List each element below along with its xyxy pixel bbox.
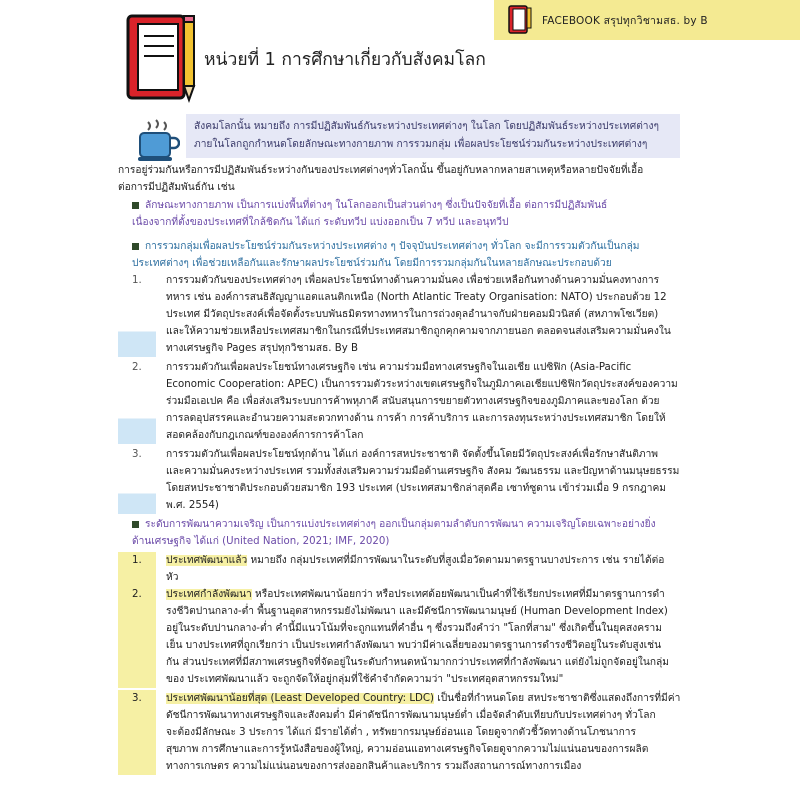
- item-line: ดัชนีการพัฒนาทางเศรษฐกิจและสังคมต่ำ มีค่าดัชนีการพัฒนามนุษย์ต่ำ เมื่อจัดลำดับเทียบกับประเทศต่างๆ ทั่วโลก: [166, 710, 656, 721]
- item-line: ทางเศรษฐกิจ Pages สรุปทุกวิชามสธ. By B: [166, 343, 359, 354]
- bullet-line: ลักษณะทางกายภาพ เป็นการแบ่งพื้นที่ต่างๆ ในโลกออกเป็นส่วนต่างๆ ซึ่งเป็นปัจจัยที่เอื้อ ต่อการมีปฏิสัมพันธ์: [145, 200, 608, 211]
- mini-book-icon: [508, 5, 532, 35]
- item-line: จะต้องมีลักษณะ 3 ประการ ได้แก่ มีรายได้ต่ำ , ทรัพยากรมนุษย์อ่อนแอ โดยดูจากตัวชี้วัดทางด้านโภชนาการ: [166, 727, 636, 738]
- item-line: หรือประเทศพัฒนาน้อยกว่า หรือประเทศด้อยพัฒนาเป็นคำที่ใช้เรียกประเทศที่มีมาตรฐานการดำ: [251, 589, 665, 600]
- item-line: สอดคล้องกับกฎเกณฑ์ขององค์การการค้าโลก: [166, 430, 364, 441]
- bullet-development: [118, 516, 686, 550]
- item-number: 3.: [118, 690, 156, 775]
- item-line: พ.ศ. 2554): [166, 500, 219, 511]
- development-item-1: [118, 552, 686, 586]
- square-bullet-icon: [132, 521, 139, 528]
- item-line: กัน ส่วนประเทศที่มีสภาพเศรษฐกิจที่จัดอยู่ในระดับกำหนดหน้ามากกว่าประเทศที่กำลังพัฒนา แต่ยังไม่ถูกจัดอยู่ในกลุ่ม: [166, 657, 669, 668]
- paragraph-line-1: การอยู่ร่วมกันหรือการมีปฏิสัมพันธ์ระหว่างกันของประเทศต่างๆทั่วโลกนั้น ขึ้นอยู่กับหลากหลายสาเหตุหรือหลายปัจจัยที่เอื้อ: [118, 165, 644, 176]
- item-line: หัว: [166, 572, 179, 583]
- coffee-cup-icon: [134, 118, 180, 164]
- item-line: การรวมตัวกันเพื่อผลประโยชน์ทางเศรษฐกิจ เช่น ความร่วมมือทางเศรษฐกิจในเอเชีย แปซิฟิก (Asia-Pacific: [166, 362, 632, 373]
- book-logo-icon: [124, 14, 202, 106]
- item-line: และให้ความช่วยเหลือประเทศสมาชิกในกรณีที่ประเทศสมาชิกถูกคุกคามจากภายนอก ตลอดจนส่งเสริมความมั่นคงใน: [166, 326, 671, 337]
- bullet-line: ระดับการพัฒนาความเจริญ เป็นการแบ่งประเทศต่างๆ ออกเป็นกลุ่มตามลำดับการพัฒนา ความเจริญโดยเฉพาะอย่างยิ่ง: [145, 519, 656, 530]
- item-line: เย็น บางประเทศที่ถูกเรียกว่า เป็นประเทศกำลังพัฒนา พบว่ามีค่าเฉลี่ยของมาตรฐานการดำรงชีวิตอยู่ในระดับสูงเช่น: [166, 640, 662, 651]
- item-line: หมายถึง กลุ่มประเทศที่มีการพัฒนาในระดับที่สูงเมื่อวัดตามมาตรฐานบางประการ เช่น รายได้ต่อ: [247, 555, 665, 566]
- bullet-physical: [118, 197, 686, 231]
- bullet-line: ด้านเศรษฐกิจ ได้แก่ (United Nation, 2021; IMF, 2020): [132, 536, 390, 547]
- item-number: 1.: [118, 552, 156, 586]
- item-line: ประเทศ มีวัตถุประสงค์เพื่อจัดตั้งระบบพันธมิตรทางทหารในการถ่วงดุลอำนาจกับฝ่ายคอมมิวนิสต์ (สหภาพโซเวียต): [166, 309, 659, 320]
- group-item-3: [118, 446, 686, 514]
- paragraph-line-2: ต่อการมีปฏิสัมพันธ์กัน เช่น: [118, 182, 235, 193]
- square-bullet-icon: [132, 243, 139, 250]
- item-line: เป็นชื่อที่กำหนดโดย สหประชาชาติซึ่งแสดงถึงการที่มีค่า: [433, 693, 681, 704]
- item-line: ทางการเกษตร ความไม่แน่นอนของการส่งออกสินค้าและบริการ รวมถึงสถานการณ์ทางการเมือง: [166, 761, 582, 772]
- bullet-line: เนื่องจากที่ตั้งของประเทศที่ใกล้ชิดกัน ได้แก่ ระดับทวีป แบ่งออกเป็น 7 ทวีป และอนุทวีป: [132, 217, 509, 228]
- bullet-grouping: [118, 238, 686, 272]
- group-item-1: [118, 272, 686, 357]
- development-item-2: [118, 586, 686, 688]
- item-line: สุขภาพ การศึกษาและการรู้หนังสือของผู้ใหญ่, ความอ่อนแอทางเศรษฐกิจโดยดูจากความไม่แน่นอนของการผลิต: [166, 744, 649, 755]
- item-line: การรวมตัวกันเพื่อผลประโยชน์ทุกด้าน ได้แก่ องค์การสหประชาชาติ จัดตั้งขึ้นโดยมีวัตถุประสงค์เพื่อรักษาสันติภาพ: [166, 449, 659, 460]
- item-number: 2.: [118, 359, 156, 444]
- intro-line-1: สังคมโลกนั้น หมายถึง การมีปฏิสัมพันธ์กันระหว่างประเทศต่างๆ ในโลก โดยปฏิสัมพันธ์ระหว่างประเทศต่างๆ: [194, 121, 659, 132]
- unit-title: หน่วยที่ 1 การศึกษาเกี่ยวกับสังคมโลก: [204, 50, 486, 70]
- item-number: 2.: [118, 586, 156, 688]
- item-line: ของ ประเทศพัฒนาแล้ว จะถูกจัดให้อยู่กลุ่มที่ใช้คำจำกัดความว่า "ประเทศอุตสาหกรรมใหม่": [166, 674, 564, 685]
- term-least-developed: ประเทศพัฒนาน้อยที่สุด (Least Developed Country: LDC): [166, 693, 434, 704]
- intro-box: [186, 114, 680, 158]
- item-line: อยู่ในระดับปานกลาง-ต่ำ คำนี้มีแนวโน้มที่จะถูกแทนที่คำอื่น ๆ ซึ่งรวมถึงคำว่า "โลกที่สาม" ซึ่งเกิดขึ้นในยุคสงคราม: [166, 623, 662, 634]
- intro-line-2: ภายในโลกถูกกำหนดโดยลักษณะทางกายภาพ การรวมกลุ่ม เพื่อผลประโยชน์ร่วมกันระหว่างประเทศต่างๆ: [194, 139, 648, 150]
- bullet-line: การรวมกลุ่มเพื่อผลประโยชน์ร่วมกันระหว่างประเทศต่าง ๆ ปัจจุบันประเทศต่างๆ ทั่วโลก จะมีการรวมตัวกันเป็นกลุ่ม: [145, 241, 640, 252]
- item-line: ทหาร เช่น องค์การสนธิสัญญาแอตแลนติกเหนือ (North Atlantic Treaty Organisation: NATO) ประกอบด้วย 12: [166, 292, 667, 303]
- square-bullet-icon: [132, 202, 139, 209]
- term-developed: ประเทศพัฒนาแล้ว: [166, 555, 248, 566]
- banner-text: FACEBOOK สรุปทุกวิชามสธ. by B: [542, 14, 708, 27]
- item-line: ร่วมมือเอเปค คือ เพื่อส่งเสริมระบบการค้าพหุภาคี สนับสนุนการขยายตัวทางเศรษฐกิจของภูมิภาคและของโลก ด้วย: [166, 396, 660, 407]
- group-item-2: [118, 359, 686, 444]
- item-line: Economic Cooperation: APEC) เป็นการรวมตัวระหว่างเขตเศรษฐกิจในภูมิภาคเอเชียแปซิฟิกวัตถุประสงค์ของความ: [166, 379, 678, 390]
- facebook-banner: [494, 0, 800, 40]
- item-number: 1.: [118, 272, 156, 357]
- item-line: การลดอุปสรรคและอำนวยความสะดวกทางด้าน การค้า การค้าบริการ และการลงทุนระหว่างประเทศสมาชิก โดยให้: [166, 413, 666, 424]
- item-number: 3.: [118, 446, 156, 514]
- development-item-3: [118, 690, 686, 775]
- item-line: การรวมตัวกันของประเทศต่างๆ เพื่อผลประโยชน์ทางด้านความมั่นคง เพื่อช่วยเหลือกันทางด้านความมั่นคงทางการ: [166, 275, 660, 286]
- item-line: และความมั่นคงระหว่างประเทศ รวมทั้งส่งเสริมความร่วมมือด้านเศรษฐกิจ สังคม วัฒนธรรม และปัญหาด้านมนุษยธรรม: [166, 466, 680, 477]
- item-line: รงชีวิตปานกลาง-ต่ำ พื้นฐานอุตสาหกรรมยังไม่พัฒนา และมีดัชนีการพัฒนามนุษย์ (Human Development Index): [166, 606, 668, 617]
- bullet-line: ประเทศต่างๆ เพื่อช่วยเหลือกันและรักษาผลประโยชน์ร่วมกัน โดยมีการรวมกลุ่มกันในหลายลักษณะประกอบด้วย: [132, 258, 612, 269]
- term-developing: ประเทศกำลังพัฒนา: [166, 589, 252, 600]
- item-line: โดยสหประชาชาติประกอบด้วยสมาชิก 193 ประเทศ (ประเทศสมาชิกล่าสุดคือ เซาท์ซูดาน เข้าร่วมเมื่อ 9 กรกฎาคม: [166, 483, 667, 494]
- intro-paragraph: [118, 162, 686, 196]
